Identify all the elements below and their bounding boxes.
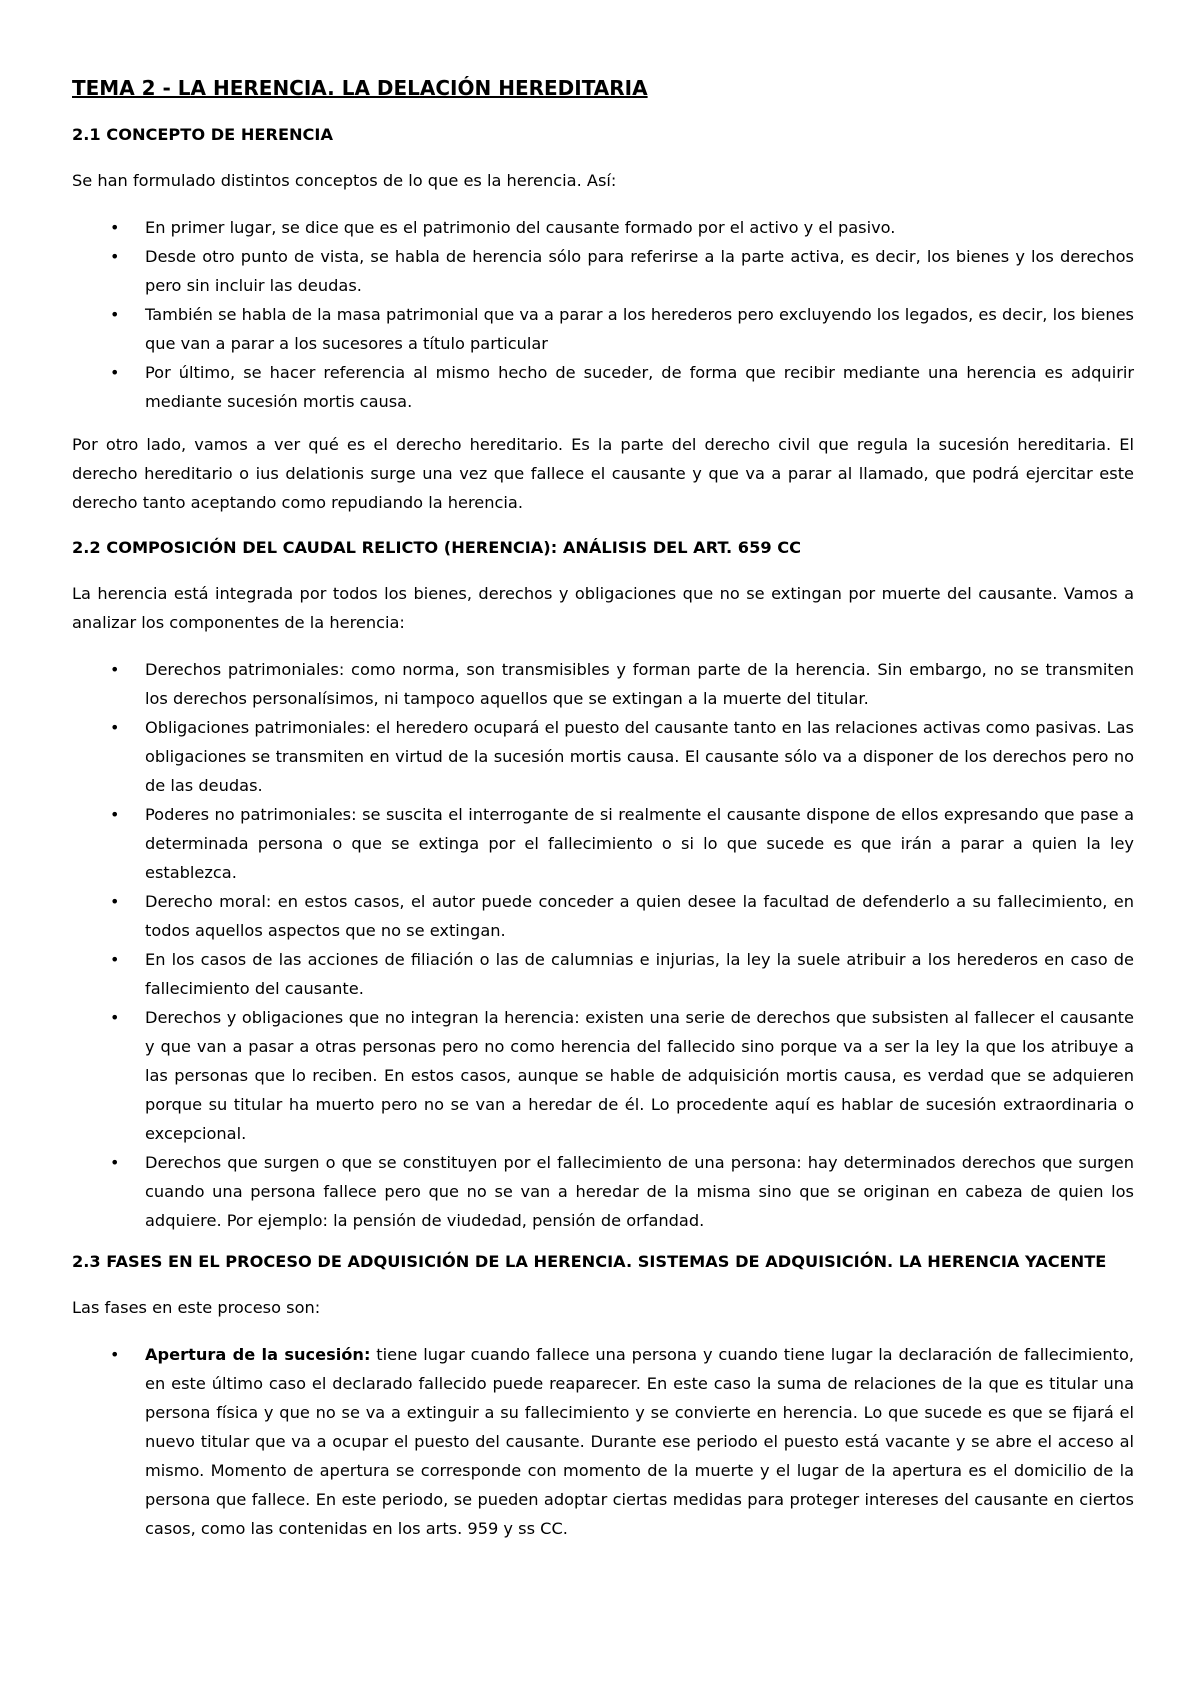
bullet-list: [72, 1340, 1134, 1543]
bullet-icon: •: [110, 247, 120, 266]
section-2-2: [72, 535, 1134, 1235]
bullet-icon: •: [110, 305, 120, 324]
list-item: [72, 887, 1134, 945]
section-heading: 2.3 FASES EN EL PROCESO DE ADQUISICIÓN DE LA HERENCIA. SISTEMAS DE ADQUISICIÓN. LA HERENCIA YACENTE: [72, 1252, 1107, 1271]
bullet-icon: •: [110, 718, 120, 737]
bullet-list: [72, 655, 1134, 1235]
bullet-icon: •: [110, 218, 120, 237]
list-item-text: Por último, se hacer referencia al mismo hecho de suceder, de forma que recibir mediante una herencia es adquirir mediante sucesión mortis causa.: [145, 363, 1134, 411]
list-item-text: Poderes no patrimoniales: se suscita el interrogante de si realmente el causante dispone de ellos expresando que pase a determinada persona o que se extinga por el fallecimiento o si lo que sucede es que irán a parar a quien la ley establezca.: [145, 805, 1134, 882]
list-item: [72, 213, 1134, 242]
list-item: [72, 655, 1134, 713]
section-intro: La herencia está integrada por todos los bienes, derechos y obligaciones que no se extingan por muerte del causante. Vamos a analizar los componentes de la herencia:: [72, 584, 1134, 632]
list-item-text: tiene lugar cuando fallece una persona y cuando tiene lugar la declaración de fallecimiento, en este último caso el declarado fallecido puede reaparecer. En este caso la suma de relaciones de la que es titular una persona física y que no se va a extinguir a su fallecimiento y se convierte en herencia. Lo que sucede es que se fijará el nuevo titular que va a ocupar el puesto del causante. Durante ese periodo el puesto está vacante y se abre el acceso al mismo. Momento de apertura se corresponde con momento de la muerte y el lugar de la apertura es el domicilio de la persona que fallece. En este periodo, se pueden adoptar ciertas medidas para proteger intereses del causante en ciertos casos, como las contenidas en los arts. 959 y ss CC.: [145, 1345, 1135, 1538]
section-heading: 2.2 COMPOSICIÓN DEL CAUDAL RELICTO (HERENCIA): ANÁLISIS DEL ART. 659 CC: [72, 538, 801, 557]
list-item-text: Derechos y obligaciones que no integran la herencia: existen una serie de derechos que subsisten al fallecer el causante y que van a pasar a otras personas pero no como herencia del fallecido sino porque va a ser la ley la que los atribuye a las personas que lo reciben. En estos casos, aunque se hable de adquisición mortis causa, es verdad que se adquieren porque su titular ha muerto pero no se van a heredar de él. Lo procedente aquí es hablar de sucesión extraordinaria o excepcional.: [145, 1008, 1134, 1143]
document-title: TEMA 2 - LA HERENCIA. LA DELACIÓN HEREDITARIA: [72, 76, 648, 100]
document-page: [72, 74, 1134, 1557]
list-item-text: En los casos de las acciones de filiación o las de calumnias e injurias, la ley la suele atribuir a los herederos en caso de fallecimiento del causante.: [145, 950, 1134, 998]
list-item-text: Desde otro punto de vista, se habla de herencia sólo para referirse a la parte activa, es decir, los bienes y los derechos pero sin incluir las deudas.: [145, 247, 1134, 295]
list-item: [72, 242, 1134, 300]
list-item-text: Derechos que surgen o que se constituyen por el fallecimiento de una persona: hay determinados derechos que surgen cuando una persona fallece pero que no se van a heredar de la misma sino que se originan en cabeza de quien los adquiere. Por ejemplo: la pensión de viudedad, pensión de orfandad.: [145, 1153, 1134, 1230]
list-item: [72, 1148, 1134, 1235]
bullet-icon: •: [110, 950, 120, 969]
bullet-icon: •: [110, 1153, 120, 1172]
section-intro: Las fases en este proceso son:: [72, 1298, 321, 1317]
section-heading: 2.1 CONCEPTO DE HERENCIA: [72, 125, 333, 144]
list-item: [72, 800, 1134, 887]
section-2-1: [72, 122, 1134, 517]
list-item-term: Apertura de la sucesión:: [145, 1345, 371, 1364]
list-item: [72, 713, 1134, 800]
list-item-text: Obligaciones patrimoniales: el heredero ocupará el puesto del causante tanto en las relaciones activas como pasivas. Las obligaciones se transmiten en virtud de la sucesión mortis causa. El causante sólo va a disponer de los derechos pero no de las deudas.: [145, 718, 1134, 795]
bullet-icon: •: [110, 1345, 120, 1364]
section-paragraph: Por otro lado, vamos a ver qué es el derecho hereditario. Es la parte del derecho civil que regula la sucesión hereditaria. El derecho hereditario o ius delationis surge una vez que fallece el causante y que va a parar al llamado, que podrá ejercitar este derecho tanto aceptando como repudiando la herencia.: [72, 435, 1134, 512]
list-item-text: Derechos patrimoniales: como norma, son transmisibles y forman parte de la herencia. Sin embargo, no se transmiten los derechos personalísimos, ni tampoco aquellos que se extingan a la muerte del titular.: [145, 660, 1134, 708]
bullet-icon: •: [110, 363, 120, 382]
list-item: [72, 945, 1134, 1003]
list-item: [72, 300, 1134, 358]
list-item: [72, 358, 1134, 416]
bullet-icon: •: [110, 1008, 120, 1027]
list-item-text: También se habla de la masa patrimonial que va a parar a los herederos pero excluyendo los legados, es decir, los bienes que van a parar a los sucesores a título particular: [145, 305, 1134, 353]
bullet-icon: •: [110, 892, 120, 911]
section-intro: Se han formulado distintos conceptos de lo que es la herencia. Así:: [72, 171, 617, 190]
bullet-icon: •: [110, 805, 120, 824]
bullet-icon: •: [110, 660, 120, 679]
list-item: [72, 1340, 1134, 1543]
list-item-text: En primer lugar, se dice que es el patrimonio del causante formado por el activo y el pasivo.: [145, 218, 896, 237]
section-2-3: [72, 1249, 1134, 1543]
bullet-list: [72, 213, 1134, 416]
list-item: [72, 1003, 1134, 1148]
list-item-text: Derecho moral: en estos casos, el autor puede conceder a quien desee la facultad de defenderlo a su fallecimiento, en todos aquellos aspectos que no se extingan.: [145, 892, 1134, 940]
